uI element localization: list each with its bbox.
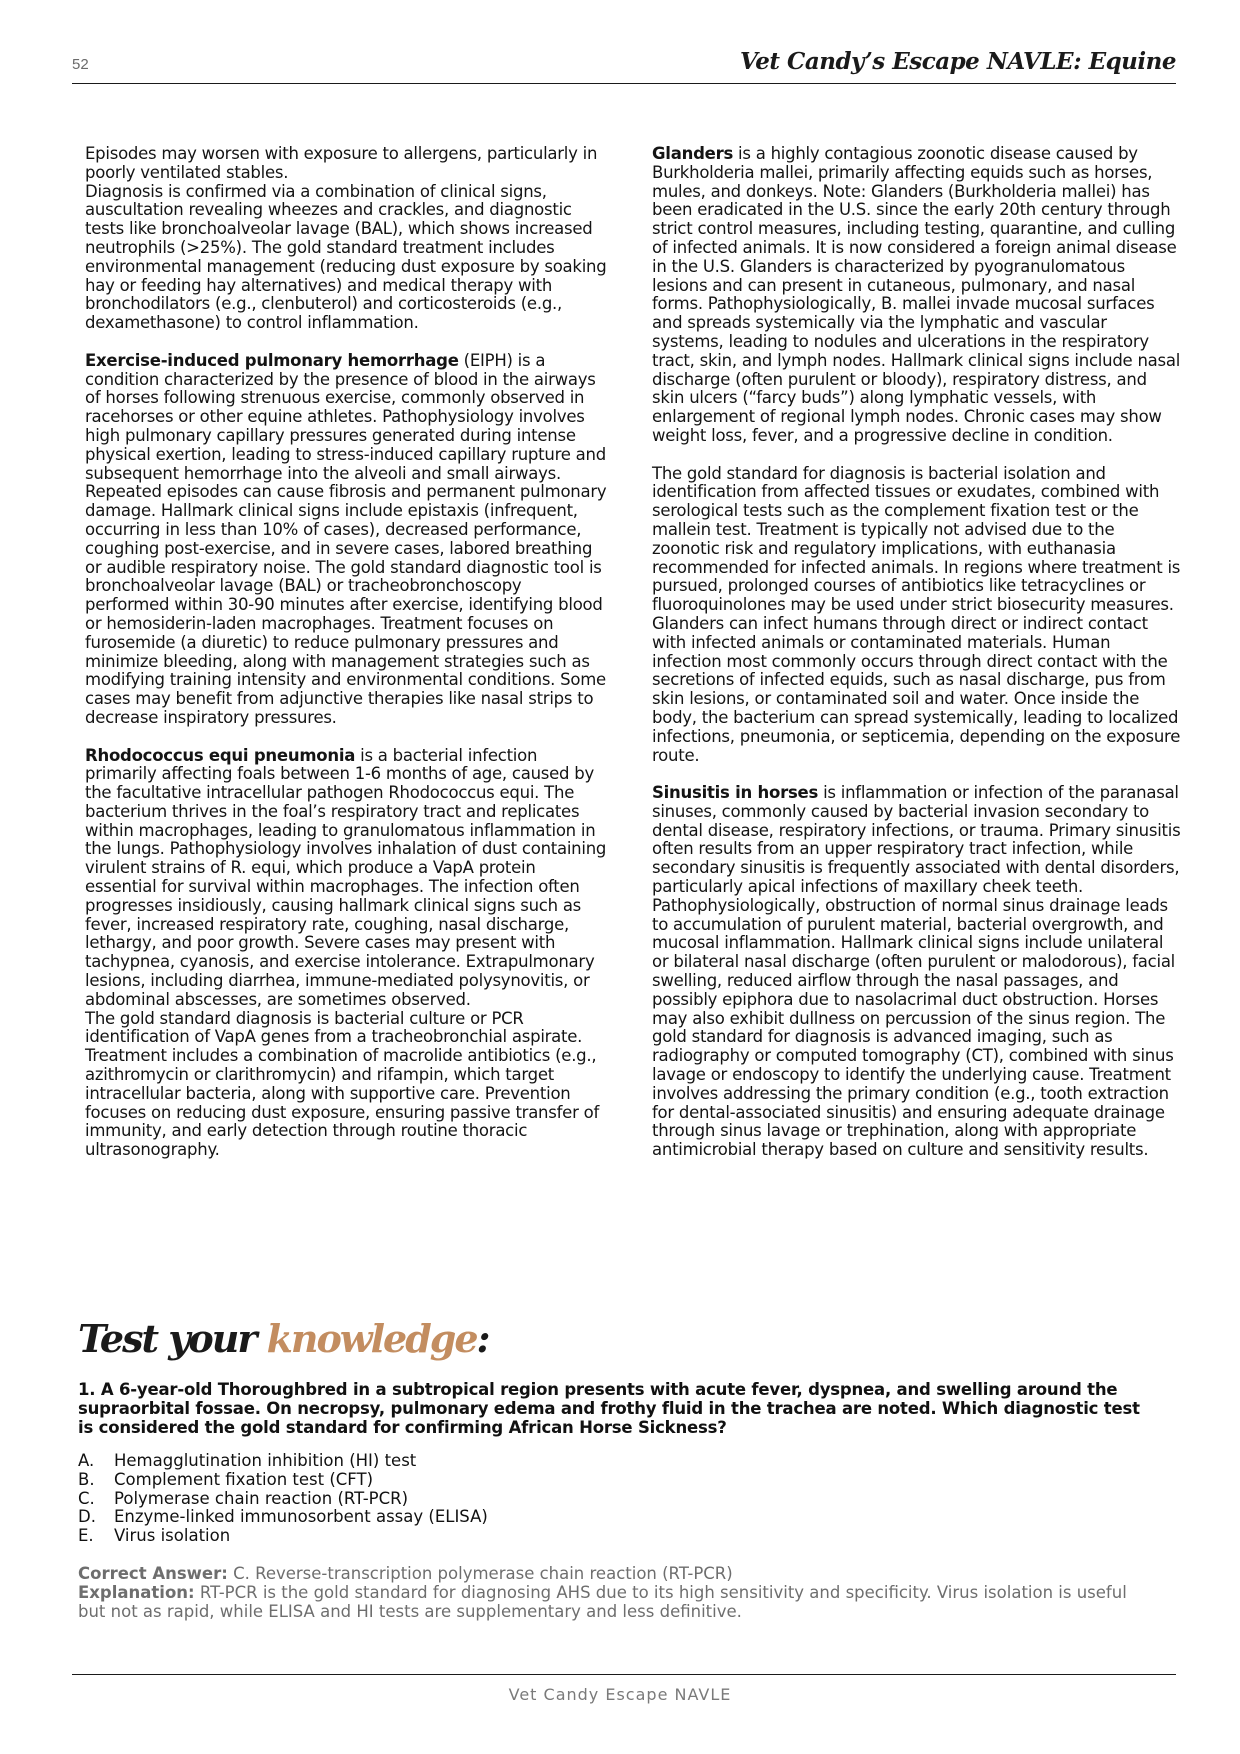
- option-text: Complement fixation test (CFT): [114, 1469, 374, 1489]
- quiz-question: 1. A 6-year-old Thoroughbred in a subtropical region presents with acute fever, dyspnea, and swelling around the supraorbital fossae. On necropsy, pulmonary edema and frothy fluid in the trachea are noted. Which diagnostic test is considered the gold standard for confirming African Horse Sickness?: [78, 1380, 1140, 1437]
- option-b: [78, 1471, 778, 1490]
- right-column: [652, 145, 1182, 1179]
- rhodococcus-body: is a bacterial infection primarily affecting foals between 1-6 months of age, caused by the facultative intracellular pathogen Rhodococcus equi. The bacterium thrives in the foal’s respiratory tract and replicates within macrophages, leading to granulomatous inflammation in the lungs. Pathophysiology involves inhalation of dust containing virulent strains of R. equi, which produce a VapA protein essential for survival within macrophages. The infection often progresses insidiously, causing hallmark clinical signs such as fever, increased respiratory rate, coughing, nasal discharge, lethargy, and poor growth. Severe cases may present with tachypnea, cyanosis, and exercise intolerance. Extrapulmonary lesions, including diarrhea, immune-mediated polysynovitis, or abdominal abscesses, are sometimes observed.: [85, 745, 607, 1009]
- explanation-text: RT-PCR is the gold standard for diagnosing AHS due to its high sensitivity and specificity. Virus isolation is useful but not as rapid, while ELISA and HI tests are supplementary and less definitive.: [78, 1582, 1127, 1621]
- option-letter: E.: [78, 1526, 94, 1546]
- paragraph: [85, 145, 610, 333]
- explanation-label: Explanation:: [78, 1582, 195, 1602]
- eiph-paragraph: [85, 352, 610, 728]
- glanders-body: is a highly contagious zoonotic disease caused by Burkholderia mallei, primarily affecting equids such as horses, mules, and donkeys. Note: Glanders (Burkholderia mallei) has been eradicated in the U.S. since the early 20th century through strict control measures, including testing, quarantine, and culling of infected animals. It is now considered a foreign animal disease in the U.S. Glanders is characterized by pyogranulomatous lesions and can present in cutaneous, pulmonary, and nasal forms. Pathophysiologically, B. mallei invade mucosal surfaces and spreads systemically via the lymphatic and vascular systems, leading to nodules and ulcerations in the respiratory tract, skin, and lymph nodes. Hallmark clinical signs include nasal discharge (often purulent or bloody), respiratory distress, and skin ulcers (“farcy buds”) along lymphatic vessels, with enlargement of regional lymph nodes. Chronic cases may show weight loss, fever, and a progressive decline in condition.: [652, 144, 1181, 445]
- option-letter: D.: [78, 1507, 96, 1527]
- quiz-heading: [78, 1316, 489, 1361]
- option-c: [78, 1490, 778, 1509]
- diagnosis-text: Diagnosis is confirmed via a combination of clinical signs, auscultation revealing wheezes and crackles, and diagnostic tests like bronchoalveolar lavage (BAL), which shows increased neutrophils (>25%). The gold standard treatment includes environmental management (reducing dust exposure by soaking hay or feeding hay alternatives) and medical therapy with bronchodilators (e.g., clenbuterol) and corticosteroids (e.g., dexamethasone) to control inflammation.: [85, 181, 607, 333]
- page-number: 52: [72, 56, 89, 73]
- option-e: [78, 1527, 778, 1546]
- glanders-diagnosis-paragraph: The gold standard for diagnosis is bacterial isolation and identification from affected tissues or exudates, combined with serological tests such as the complement fixation test or the mallein test. Treatment is typically not advised due to the zoonotic risk and regulatory implications, with euthanasia recommended for infected animals. In regions where treatment is pursued, prolonged courses of antibiotics like tetracyclines or fluoroquinolones may be used under strict biosecurity measures. Glanders can infect humans through direct or indirect contact with infected animals or contaminated materials. Human infection most commonly occurs through direct contact with the secretions of infected equids, such as nasal discharge, pus from skin lesions, or contaminated soil and water. Once inside the body, the bacterium can spread systemically, leading to localized infections, pneumonia, or septicemia, depending on the exposure route.: [652, 463, 1181, 765]
- option-letter: B.: [78, 1469, 95, 1489]
- option-text: Hemagglutination inhibition (HI) test: [114, 1451, 417, 1470]
- left-column: [85, 145, 610, 1179]
- option-text: Enzyme-linked immunosorbent assay (ELISA): [114, 1507, 488, 1527]
- correct-answer-label: Correct Answer:: [78, 1564, 228, 1583]
- sinusitis-paragraph: [652, 784, 1182, 1160]
- option-text: Virus isolation: [114, 1526, 231, 1546]
- sinusitis-term: Sinusitis in horses: [652, 783, 819, 803]
- glanders-term: Glanders: [652, 144, 734, 163]
- correct-answer-text: C. Reverse-transcription polymerase chain reaction (RT-PCR): [227, 1564, 733, 1583]
- answer-block: [78, 1565, 1158, 1621]
- option-text: Polymerase chain reaction (RT-PCR): [114, 1488, 409, 1508]
- sinusitis-body: is inflammation or infection of the paranasal sinuses, commonly caused by bacterial invasion secondary to dental disease, respiratory infections, or trauma. Primary sinusitis often results from an upper respiratory tract infection, while secondary sinusitis is frequently associated with dental disorders, particularly apical infections of maxillary cheek teeth. Pathophysiologically, obstruction of normal sinus drainage leads to accumulation of purulent material, bacterial overgrowth, and mucosal inflammation. Hallmark clinical signs include unilateral or bilateral nasal discharge (often purulent or malodorous), facial swelling, reduced airflow through the nasal passages, and possibly epiphora due to nasolacrimal duct obstruction. Horses may also exhibit dullness on percussion of the sinus region. The gold standard for diagnosis is advanced imaging, such as radiography or computed tomography (CT), combined with sinus lavage or endoscopy to identify the underlying cause. Treatment involves addressing the primary condition (e.g., tooth extraction for dental-associated sinusitis) and ensuring adequate drainage through sinus lavage or trephination, along with appropriate antimicrobial therapy based on culture and sensitivity results.: [652, 783, 1181, 1160]
- eiph-body: (EIPH) is a condition characterized by the presence of blood in the airways of horses following strenuous exercise, commonly observed in racehorses or other equine athletes. Pathophysiology involves high pulmonary capillary pressures generated during intense physical exertion, leading to stress-induced capillary rupture and subsequent hemorrhage into the alveoli and small airways. Repeated episodes can cause fibrosis and permanent pulmonary damage. Hallmark clinical signs include epistaxis (infrequent, occurring in less than 10% of cases), decreased performance, coughing post-exercise, and in severe cases, labored breathing or audible respiratory noise. The gold standard diagnostic tool is bronchoalveolar lavage (BAL) or tracheobronchoscopy performed within 30-90 minutes after exercise, identifying blood or hemosiderin-laden macrophages. Treatment focuses on furosemide (a diuretic) to reduce pulmonary pressures and minimize bleeding, along with management strategies such as modifying training intensity and environmental conditions. Some cases may benefit from adjunctive therapies like nasal strips to decrease inspiratory pressures.: [85, 350, 607, 727]
- option-d: [78, 1508, 778, 1527]
- quiz-heading-word1: Test your: [78, 1316, 256, 1361]
- quiz-heading-word2: knowledge: [266, 1316, 477, 1361]
- footer-divider: [72, 1674, 1176, 1675]
- running-header-title: Vet Candy’s Escape NAVLE: Equine: [740, 48, 1176, 75]
- answer-options: [78, 1452, 778, 1546]
- rhodococcus-diagnosis: The gold standard diagnosis is bacterial culture or PCR identification of VapA genes from a tracheobronchial aspirate. Treatment includes a combination of macrolide antibiotics (e.g., azithromycin or clarithromycin) and rifampin, which target intracellular bacteria, along with supportive care. Prevention focuses on reducing dust exposure, ensuring passive transfer of immunity, and early detection through routine thoracic ultrasonography.: [85, 1008, 599, 1160]
- rhodococcus-paragraph: [85, 747, 610, 1161]
- option-a: [78, 1452, 778, 1471]
- header-divider: [72, 83, 1176, 84]
- footer-text: Vet Candy Escape NAVLE: [508, 1685, 732, 1704]
- quiz-heading-colon: :: [476, 1316, 489, 1361]
- glanders-paragraph: [652, 145, 1182, 446]
- option-letter: C.: [78, 1488, 95, 1508]
- eiph-term: Exercise-induced pulmonary hemorrhage: [85, 350, 459, 370]
- rhodococcus-term: Rhodococcus equi pneumonia: [85, 745, 356, 765]
- allergen-text: Episodes may worsen with exposure to allergens, particularly in poorly ventilated stables.: [85, 144, 598, 182]
- option-letter: A.: [78, 1451, 95, 1470]
